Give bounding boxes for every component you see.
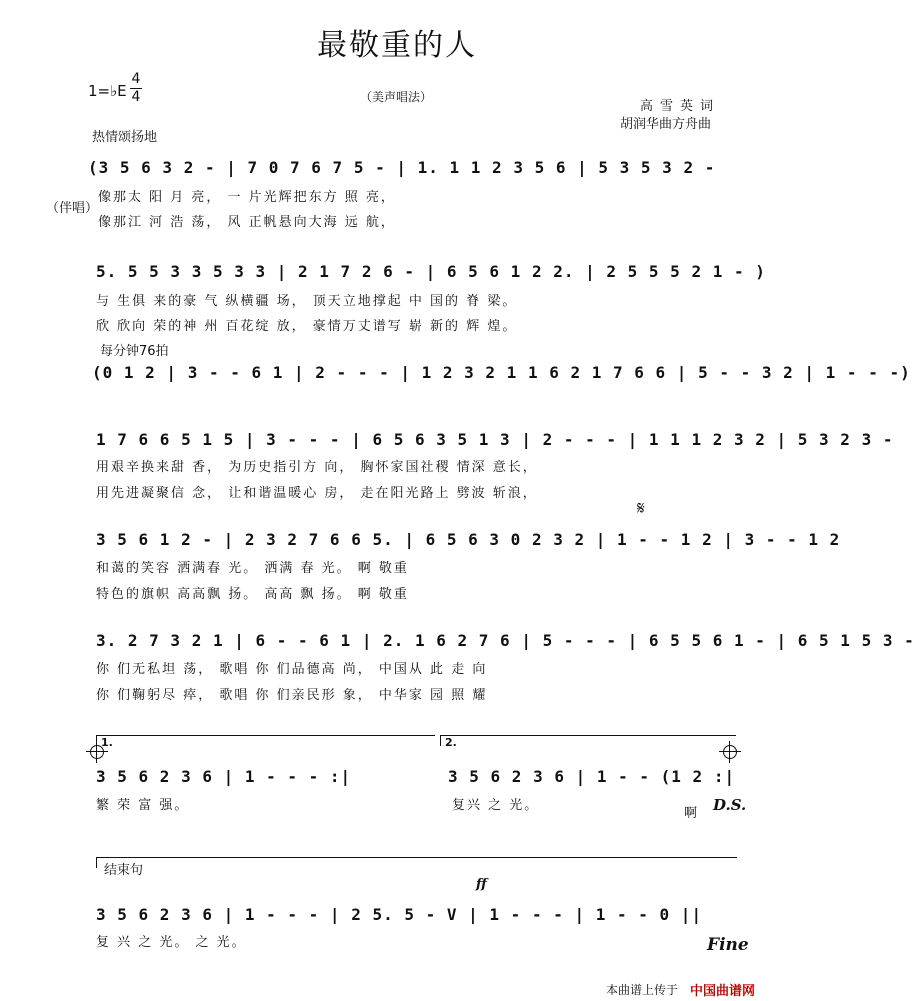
system-8-notes: 3 5 6 2 3 6 | 1 - - - | 2 5. 5 - V | 1 - - - | 1 - - 0 || bbox=[96, 905, 703, 924]
volta-2-bracket bbox=[440, 735, 736, 746]
fortissimo-marking: ff bbox=[476, 877, 487, 892]
system-1-lyric-2: 像那江 河 浩 荡， 风 正帆悬向大海 远 航， bbox=[98, 215, 396, 230]
system-4-lyric-1: 用艰辛换来甜 香， 为历史指引方 向， 胸怀家国社稷 情深 意长， bbox=[96, 460, 538, 475]
time-signature bbox=[130, 72, 142, 105]
system-3-notes: (0 1 2 | 3 - - 6 1 | 2 - - - | 1 2 3 2 1 1 6 2 1 7 6 6 | 5 - - 3 2 | 1 - - -) bbox=[92, 363, 911, 382]
singing-style: （美声唱法） bbox=[360, 90, 433, 104]
lyricist: 高雪英词 bbox=[640, 99, 721, 114]
system-5-lyric-2: 特色的旗帜 高高飘 扬。 高高 飘 扬。 啊 敬重 bbox=[96, 587, 409, 602]
system-4-lyric-2: 用先进凝聚信 念， 让和谐温暖心 房， 走在阳光路上 劈波 斩浪， bbox=[96, 486, 538, 501]
system-7-notes-ending-1: 3 5 6 2 3 6 | 1 - - - :| bbox=[96, 767, 352, 786]
volta-1-bracket bbox=[96, 735, 435, 746]
system-5-lyric-1: 和蔼的笑容 洒满春 光。 洒满 春 光。 啊 敬重 bbox=[96, 561, 409, 576]
accompaniment-label: （伴唱） bbox=[46, 201, 99, 216]
ending-phrase-label: 结束句 bbox=[104, 863, 144, 878]
system-2-notes: 5. 5 5 3 3 5 3 3 | 2 1 7 2 6 - | 6 5 6 1 2 2. | 2 5 5 5 2 1 - ) bbox=[96, 262, 766, 281]
system-1-lyric-1: 像那太 阳 月 亮， 一 片光辉把东方 照 亮， bbox=[98, 190, 396, 205]
composer: 胡润华曲方舟曲 bbox=[620, 117, 712, 132]
system-6-lyric-1: 你 们无私坦 荡， 歌唱 你 们品德高 尚， 中国从 此 走 向 bbox=[96, 662, 488, 677]
tempo-marking: 热情颂扬地 bbox=[92, 130, 158, 145]
key-signature: 1=♭E bbox=[88, 82, 127, 100]
segno-icon: 𝄋 bbox=[637, 498, 645, 519]
tempo-bpm: 每分钟76拍 bbox=[100, 344, 169, 359]
volta-2-number: 2. bbox=[445, 736, 457, 749]
dal-segno-marking: D.S. bbox=[713, 796, 747, 814]
system-2-lyric-1: 与 生俱 来的豪 气 纵横疆 场， 顶天立地撑起 中 国的 脊 梁。 bbox=[96, 294, 518, 309]
site-logo-text[interactable]: 中国曲谱网 bbox=[690, 984, 756, 999]
system-7-lyric-ending-2: 复兴 之 光。 bbox=[452, 798, 540, 813]
system-8-lyric: 复 兴 之 光。 之 光。 bbox=[96, 935, 247, 950]
footer-upload-text: 本曲谱上传于 bbox=[606, 983, 679, 997]
fine-marking: Fine bbox=[707, 935, 749, 955]
system-1-notes: (3 5 6 3 2 - | 7 0 7 6 7 5 - | 1. 1 1 2 3 5 6 | 5 3 5 3 2 - bbox=[88, 158, 716, 177]
system-5-notes: 3 5 6 1 2 - | 2 3 2 7 6 6 5. | 6 5 6 3 0 2 3 2 | 1 - - 1 2 | 3 - - 1 2 bbox=[96, 530, 841, 549]
page-title: 最敬重的人 bbox=[317, 28, 477, 63]
meter-top: 4 bbox=[131, 71, 141, 87]
system-7-lyric-ending-1: 繁 荣 富 强。 bbox=[96, 798, 190, 813]
system-4-notes: 1 7 6 6 5 1 5 | 3 - - - | 6 5 6 3 5 1 3 | 2 - - - | 1 1 1 2 3 2 | 5 3 2 3 - bbox=[96, 430, 894, 449]
system-6-lyric-2: 你 们鞠躬尽 瘁， 歌唱 你 们亲民形 象， 中华家 园 照 耀 bbox=[96, 688, 488, 703]
volta-1-number: 1. bbox=[101, 736, 113, 749]
meter-bottom: 4 bbox=[131, 89, 141, 105]
system-7-notes-ending-2: 3 5 6 2 3 6 | 1 - - (1 2 :| bbox=[448, 767, 736, 786]
system-2-lyric-2: 欣 欣向 荣的神 州 百花绽 放， 豪情万丈谱写 崭 新的 辉 煌。 bbox=[96, 319, 518, 334]
ending-phrase-bracket bbox=[96, 857, 737, 868]
ah-lyric: 啊 bbox=[684, 806, 700, 821]
system-6-notes: 3. 2 7 3 2 1 | 6 - - 6 1 | 2. 1 6 2 7 6 | 5 - - - | 6 5 5 6 1 - | 6 5 1 5 3 - bbox=[96, 631, 915, 650]
